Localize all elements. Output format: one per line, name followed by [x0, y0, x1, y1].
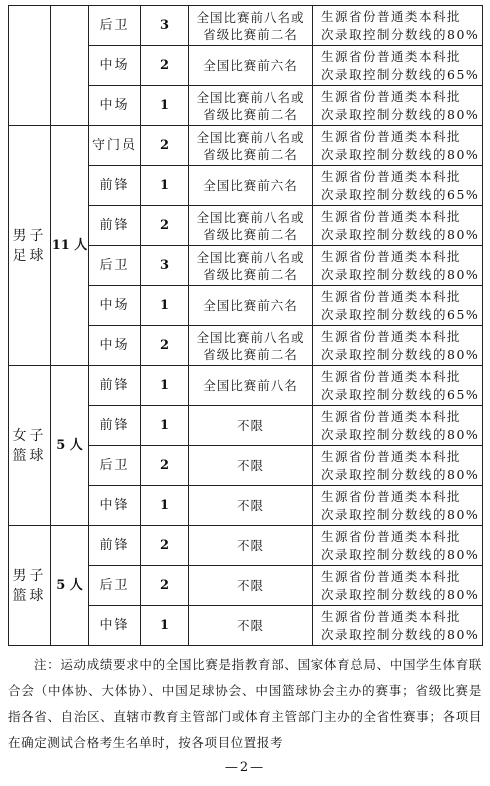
- competition-cell: [189, 286, 313, 326]
- score-requirement-cell: [313, 246, 483, 286]
- count-cell: 2: [141, 526, 189, 566]
- count-cell: 2: [141, 566, 189, 606]
- table-row: [9, 366, 483, 406]
- position-cell: 中场: [89, 286, 141, 326]
- competition-line: 不限: [236, 538, 264, 553]
- sport-cell: [9, 526, 51, 646]
- competition-line: 全国比赛前八名或: [196, 329, 305, 345]
- competition-cell: [189, 406, 313, 446]
- footnote: 注：运动成绩要求中的全国比赛是指教育部、国家体育总局、中国学生体育联合会（中体协、大体协）、中国足球协会、中国篮球协会主办的赛事；省级比赛是指各省、自治区、直辖市教育主管部门或体育主管部门主办的全省性赛事；各项目在确定测试合格考生名单时，按各项目位置报考: [8, 657, 482, 750]
- count-cell: 1: [141, 486, 189, 526]
- competition-line: 省级比赛前二名: [203, 266, 298, 282]
- score-requirement-line: 生源省份普通类本科批: [321, 128, 462, 144]
- competition-line: 不限: [236, 578, 264, 593]
- competition-line: 全国比赛前六名: [203, 178, 298, 193]
- score-requirement-line: 次录取控制分数线的65%: [321, 66, 480, 82]
- sport-name-line: 篮球: [12, 587, 47, 604]
- count-cell: 2: [141, 126, 189, 166]
- score-requirement-cell: [313, 46, 483, 86]
- competition-cell: [189, 6, 313, 46]
- count-cell: 1: [141, 406, 189, 446]
- count-cell: 3: [141, 6, 189, 46]
- competition-line: 全国比赛前八名或: [196, 9, 305, 25]
- sport-cell: [9, 126, 51, 366]
- score-requirement-cell: [313, 326, 483, 366]
- competition-cell: [189, 46, 313, 86]
- competition-line: 全国比赛前六名: [203, 298, 298, 313]
- table-row: [9, 126, 483, 166]
- competition-line: 省级比赛前二名: [203, 226, 298, 242]
- score-requirement-line: 生源省份普通类本科批: [321, 568, 462, 584]
- competition-line: 不限: [236, 498, 264, 513]
- competition-cell: [189, 86, 313, 126]
- score-requirement-line: 生源省份普通类本科批: [321, 608, 462, 624]
- score-requirement-cell: [313, 366, 483, 406]
- competition-cell: [189, 526, 313, 566]
- score-requirement-cell: [313, 446, 483, 486]
- score-requirement-cell: [313, 486, 483, 526]
- competition-cell: [189, 606, 313, 646]
- score-requirement-line: 生源省份普通类本科批: [321, 88, 462, 104]
- position-cell: 前锋: [89, 406, 141, 446]
- score-requirement-line: 次录取控制分数线的80%: [321, 26, 480, 42]
- count-cell: 1: [141, 166, 189, 206]
- score-requirement-line: 生源省份普通类本科批: [321, 528, 462, 544]
- position-cell: 后卫: [89, 566, 141, 606]
- position-cell: 中锋: [89, 606, 141, 646]
- score-requirement-line: 次录取控制分数线的80%: [321, 266, 480, 282]
- page-number: —2—: [224, 760, 266, 775]
- position-cell: 后卫: [89, 6, 141, 46]
- competition-line: 省级比赛前二名: [203, 106, 298, 122]
- position-cell: 前锋: [89, 206, 141, 246]
- score-requirement-line: 次录取控制分数线的80%: [321, 426, 480, 442]
- count-cell: 3: [141, 246, 189, 286]
- count-cell: 1: [141, 606, 189, 646]
- score-requirement-cell: [313, 166, 483, 206]
- position-cell: 中场: [89, 326, 141, 366]
- competition-line: 全国比赛前八名或: [196, 249, 305, 265]
- score-requirement-cell: [313, 6, 483, 46]
- position-cell: 后卫: [89, 246, 141, 286]
- competition-line: 省级比赛前二名: [203, 26, 298, 42]
- score-requirement-line: 生源省份普通类本科批: [321, 48, 462, 64]
- count-cell: 1: [141, 86, 189, 126]
- score-requirement-cell: [313, 286, 483, 326]
- competition-line: 省级比赛前二名: [203, 346, 298, 362]
- quota-cell: 11 人: [51, 126, 89, 366]
- competition-line: 不限: [236, 458, 264, 473]
- count-cell: 1: [141, 366, 189, 406]
- position-cell: 前锋: [89, 526, 141, 566]
- count-cell: 2: [141, 446, 189, 486]
- table-row: [9, 526, 483, 566]
- score-requirement-line: 生源省份普通类本科批: [321, 488, 462, 504]
- score-requirement-line: 生源省份普通类本科批: [321, 208, 462, 224]
- score-requirement-line: 次录取控制分数线的80%: [321, 466, 480, 482]
- position-cell: 前锋: [89, 166, 141, 206]
- quota-cell-continued: [51, 6, 89, 126]
- score-requirement-line: 次录取控制分数线的80%: [321, 546, 480, 562]
- admission-table: [8, 5, 483, 646]
- score-requirement-line: 生源省份普通类本科批: [321, 8, 462, 24]
- score-requirement-cell: [313, 606, 483, 646]
- score-requirement-line: 次录取控制分数线的80%: [321, 346, 480, 362]
- score-requirement-line: 生源省份普通类本科批: [321, 288, 462, 304]
- sport-name-line: 篮球: [12, 447, 47, 464]
- sport-cell-continued: [9, 6, 51, 126]
- score-requirement-line: 次录取控制分数线的65%: [321, 386, 480, 402]
- score-requirement-line: 次录取控制分数线的80%: [321, 506, 480, 522]
- score-requirement-cell: [313, 126, 483, 166]
- table-row: [9, 6, 483, 46]
- competition-line: 全国比赛前六名: [203, 58, 298, 73]
- score-requirement-line: 次录取控制分数线的80%: [321, 146, 480, 162]
- score-requirement-line: 生源省份普通类本科批: [321, 368, 462, 384]
- competition-line: 省级比赛前二名: [203, 146, 298, 162]
- score-requirement-cell: [313, 526, 483, 566]
- competition-cell: [189, 326, 313, 366]
- score-requirement-line: 生源省份普通类本科批: [321, 168, 462, 184]
- sport-name-line: 男子: [12, 567, 47, 584]
- sport-name-line: 足球: [12, 247, 47, 264]
- competition-cell: [189, 446, 313, 486]
- quota-cell: 5 人: [51, 526, 89, 646]
- position-cell: 后卫: [89, 446, 141, 486]
- position-cell: 中锋: [89, 486, 141, 526]
- score-requirement-line: 次录取控制分数线的80%: [321, 586, 480, 602]
- score-requirement-line: 次录取控制分数线的80%: [321, 106, 480, 122]
- competition-cell: [189, 206, 313, 246]
- count-cell: 2: [141, 46, 189, 86]
- competition-line: 全国比赛前八名或: [196, 89, 305, 105]
- competition-cell: [189, 246, 313, 286]
- position-cell: 前锋: [89, 366, 141, 406]
- competition-cell: [189, 366, 313, 406]
- score-requirement-line: 生源省份普通类本科批: [321, 248, 462, 264]
- score-requirement-line: 生源省份普通类本科批: [321, 408, 462, 424]
- score-requirement-cell: [313, 86, 483, 126]
- score-requirement-cell: [313, 206, 483, 246]
- competition-line: 全国比赛前八名或: [196, 209, 305, 225]
- score-requirement-cell: [313, 406, 483, 446]
- count-cell: 2: [141, 326, 189, 366]
- count-cell: 2: [141, 206, 189, 246]
- sport-cell: [9, 366, 51, 526]
- score-requirement-line: 生源省份普通类本科批: [321, 448, 462, 464]
- score-requirement-line: 次录取控制分数线的65%: [321, 306, 480, 322]
- competition-line: 全国比赛前八名或: [196, 129, 305, 145]
- competition-cell: [189, 126, 313, 166]
- competition-line: 不限: [236, 618, 264, 633]
- count-cell: 1: [141, 286, 189, 326]
- sport-name-line: 女子: [12, 427, 47, 444]
- position-cell: 守门员: [89, 126, 141, 166]
- competition-cell: [189, 166, 313, 206]
- score-requirement-line: 次录取控制分数线的65%: [321, 186, 480, 202]
- score-requirement-line: 次录取控制分数线的80%: [321, 626, 480, 642]
- competition-cell: [189, 486, 313, 526]
- score-requirement-line: 次录取控制分数线的80%: [321, 226, 480, 242]
- score-requirement-cell: [313, 566, 483, 606]
- quota-cell: 5 人: [51, 366, 89, 526]
- competition-line: 全国比赛前八名: [203, 378, 298, 393]
- score-requirement-line: 生源省份普通类本科批: [321, 328, 462, 344]
- competition-cell: [189, 566, 313, 606]
- sport-name-line: 男子: [12, 227, 47, 244]
- competition-line: 不限: [236, 418, 264, 433]
- position-cell: 中场: [89, 86, 141, 126]
- position-cell: 中场: [89, 46, 141, 86]
